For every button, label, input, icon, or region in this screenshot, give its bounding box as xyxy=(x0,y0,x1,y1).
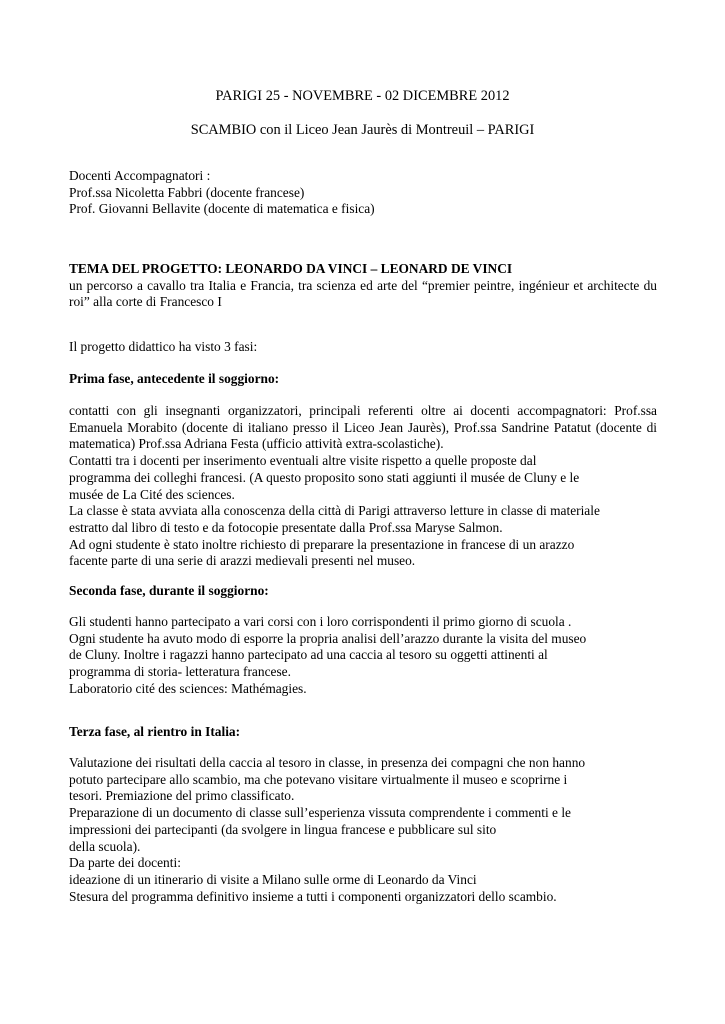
paragraph-line: Emanuela Morabito (docente di italiano presso il Liceo Jean Jaurès), Prof.ssa Sandrine Patatut (docente di xyxy=(69,419,657,435)
paragraph-line: La classe è stata avviata alla conoscenza della città di Parigi attraverso letture in classe di materiale xyxy=(69,503,600,519)
paragraph-line: programma di storia- letteratura francese. xyxy=(69,664,291,680)
document-title: PARIGI 25 - NOVEMBRE - 02 DICEMBRE 2012 xyxy=(215,88,510,104)
paragraph-line: facente parte di una serie di arazzi medievali presenti nel museo. xyxy=(69,553,416,569)
paragraph-line: Contatti tra i docenti per inserimento eventuali altre visite rispetto a quelle proposte dal xyxy=(69,453,537,469)
paragraph-line: Ogni studente ha avuto modo di esporre la propria analisi dell’arazzo durante la visita del museo xyxy=(69,630,587,646)
paragraph-line: ideazione di un itinerario di visite a Milano sulle orme di Leonardo da Vinci xyxy=(69,871,477,887)
teachers-section xyxy=(69,168,657,218)
intro-text xyxy=(69,339,657,356)
phase-one-heading-block xyxy=(69,371,657,388)
document-subtitle: SCAMBIO con il Liceo Jean Jaurès di Montreuil – PARIGI xyxy=(190,122,535,138)
paragraph-line: matematica) Prof.ssa Adriana Festa (ufficio attività extra-scolastiche). xyxy=(69,436,444,452)
paragraph-line: Stesura del programma definitivo insieme a tutti i componenti organizzatori dello scambio. xyxy=(69,888,557,904)
paragraph-line: Ad ogni studente è stato inoltre richiesto di preparare la presentazione in francese di un arazzo xyxy=(69,536,575,552)
paragraph-line: Gli studenti hanno partecipato a vari corsi con i loro corrispondenti il primo giorno di scuola . xyxy=(69,614,572,629)
intro-line: Il progetto didattico ha visto 3 fasi: xyxy=(69,339,258,354)
phase-three-heading-block xyxy=(69,724,657,741)
phase-two-heading-block xyxy=(69,583,657,600)
project-theme-heading: TEMA DEL PROGETTO: LEONARDO DA VINCI – LEONARD DE VINCI xyxy=(69,261,513,276)
paragraph-line: estratto dal libro di testo e da fotocopie presentate dalla Prof.ssa Maryse Salmon. xyxy=(69,519,503,535)
phase-two-heading: Seconda fase, durante il soggiorno: xyxy=(69,583,269,598)
paragraph-line: musée de La Cité des sciences. xyxy=(69,486,235,502)
paragraph-line: programma dei colleghi francesi. (A questo proposito sono stati aggiunti il musée de Cluny e le xyxy=(69,469,580,485)
phase-two-body xyxy=(69,614,657,698)
paragraph-line: potuto partecipare allo scambio, ma che potevano visitare virtualmente il museo e scoprirne i xyxy=(69,771,568,787)
paragraph-line: un percorso a cavallo tra Italia e Francia, tra scienza ed arte del “premier peintre, ingénieur et architecte du xyxy=(69,277,657,293)
paragraph-line: Laboratorio cité des sciences: Mathémagies. xyxy=(69,680,307,696)
teachers-heading: Docenti Accompagnatori : xyxy=(69,168,211,183)
project-theme-section xyxy=(69,261,657,311)
teacher-entry: Prof.ssa Nicoletta Fabbri (docente francese) xyxy=(69,184,305,200)
paragraph-line: tesori. Premiazione del primo classificato. xyxy=(69,788,295,804)
phase-one-body xyxy=(69,403,657,570)
paragraph-line: roi” alla corte di Francesco I xyxy=(69,294,222,310)
phase-three-body xyxy=(69,755,657,905)
phase-three-heading: Terza fase, al rientro in Italia: xyxy=(69,724,241,739)
paragraph-line: Valutazione dei risultati della caccia al tesoro in classe, in presenza dei compagni che non hanno xyxy=(69,755,586,770)
paragraph-line: impressioni dei partecipanti (da svolgere in lingua francese e pubblicare sul sito xyxy=(69,821,497,837)
paragraph-line: contatti con gli insegnanti organizzatori, principali referenti oltre ai docenti accompagnatori: Prof.ssa xyxy=(69,403,657,418)
paragraph-line: della scuola). xyxy=(69,838,141,854)
paragraph-line: Preparazione di un documento di classe sull’esperienza vissuta comprendente i commenti e le xyxy=(69,805,571,821)
phase-one-heading: Prima fase, antecedente il soggiorno: xyxy=(69,371,280,386)
teacher-entry: Prof. Giovanni Bellavite (docente di matematica e fisica) xyxy=(69,201,375,217)
paragraph-line: de Cluny. Inoltre i ragazzi hanno partecipato ad una caccia al tesoro su oggetti attinenti al xyxy=(69,647,548,663)
paragraph-line: Da parte dei docenti: xyxy=(69,855,181,871)
